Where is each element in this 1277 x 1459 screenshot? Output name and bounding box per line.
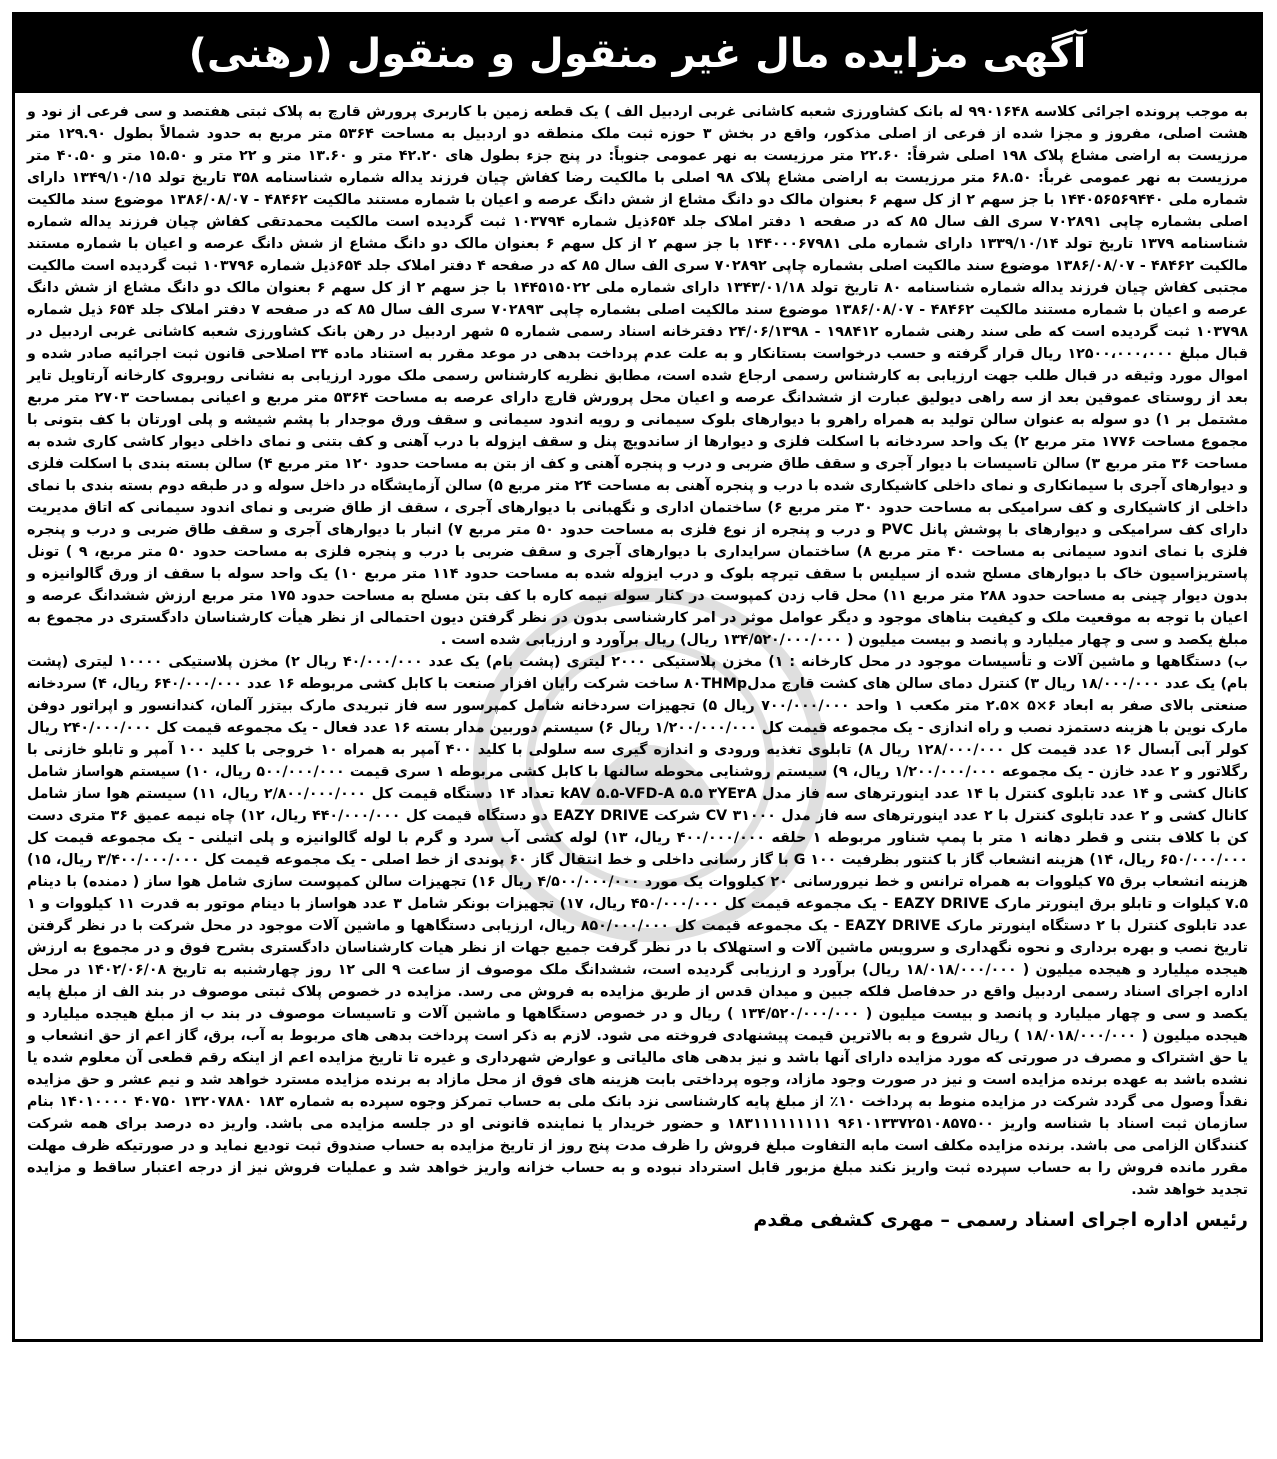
paragraph-equipment-and-terms: ب) دستگاهها و ماشین آلات و تأسیسات موجود در محل کارخانه : ۱) مخزن پلاستیکی ۲۰۰۰ لیتری (پشت بام) یک عدد ۴۰/۰۰۰/۰۰۰ ریال ۲) مخزن پلاستیکی ۱۰۰۰۰ لیتری (پشت بام) یک عدد ۱۸/۰۰۰/۰۰۰ ریال ۳) کنترل دمای سالن های کشت قارچ مدل۸۰THMp ساخت شرکت رایان افزار صنعت با کابل کشی مربوطه ۱۶ عدد ۶۴۰/۰۰۰/۰۰۰ ریال، ۴) سردخانه صنعتی بالای صفر به ابعاد ۶×۵ ×۲.۵ متر مکعب ۱ واحد ۷۰۰/۰۰۰/۰۰۰ ریال ۵) تجهیزات سردخانه شامل کمپرسور سه فاز تبریدی مارک بیتزر آلمان، کندانسور و اپراتور دوفن مارک نوین با هزینه دستمزد نصب و راه اندازی - یک مجموعه قیمت کل ۱/۲۰۰/۰۰۰/۰۰۰ ریال ۶) سیستم دوربین مدار بسته ۱۶ عدد فعال - یک مجموعه قیمت کل ۲۴۰/۰۰۰/۰۰۰ ریال کولر آبی آبسال ۱۶ عدد قیمت کل ۱۲۸/۰۰۰/۰۰۰ ریال ۸) تابلوی تغذیه ورودی و اندازه گیری سه سلولی با کلید ۴۰۰ آمپر به همراه ۱۰ خروجی با کلید ۱۰۰ آمپر و تابلو خازنی با رگلاتور و ۲ عدد خازن - یک مجموعه ۱/۲۰۰/۰۰۰/۰۰۰ ریال، ۹) سیستم روشنایی محوطه سالنها با کابل کشی مربوطه ۱ سری قیمت ۵۰۰/۰۰۰/۰۰۰ ریال، ۱۰) سیستم هواساز شامل کانال کشی و ۱۴ عدد تابلوی کنترل با ۱۴ عدد اینورترهای سه فاز مدل kAV ۵.۵-VFD-A ۵.۵ ۳YE۳A تعداد ۱۴ دستگاه قیمت کل ۲/۸۰۰/۰۰۰/۰۰۰ ریال، ۱۱) سیستم هوا ساز شامل کانال کشی و ۲ عدد تابلوی کنترل با ۲ عدد اینورترهای سه فاز مدل CV ۳۱۰۰۰ شرکت EAZY DRIVE دو دستگاه قیمت کل ۴۴۰/۰۰۰/۰۰۰ ریال، ۱۲) چاه نیمه عمیق ۳۶ متری دست کن با کلاف بتنی و قطر دهانه ۱ متر با پمپ شناور مربوطه ۱ حلقه ۴۰۰/۰۰۰/۰۰۰ ریال، ۱۳) لوله کشی آب سرد و گرم با لوله گالوانیزه و پلی اتیلنی - یک مجموعه قیمت کل ۶۵۰/۰۰۰/۰۰۰ ریال، ۱۴) هزینه انشعاب گاز با کنتور بظرفیت G ۱۰۰ با گاز رسانی داخلی و خط انتقال گاز ۶۰ پوندی از خط اصلی - یک مجموعه قیمت کل ۳/۴۰۰/۰۰۰/۰۰۰ ریال، ۱۵) هزینه انشعاب برق ۷۵ کیلووات به همراه ترانس و خط نیرورسانی ۲۰ کیلووات یک مورد ۴/۵۰۰/۰۰۰/۰۰۰ ریال ۱۶) تجهیزات سالن کمپوست سازی شامل هوا ساز ( دمنده) با دینام ۷.۵ کیلوات و تابلو برق اینورتر مارک EAZY DRIVE - یک مجموعه قیمت کل ۴۵۰/۰۰۰/۰۰۰ ریال، ۱۷) تجهیزات بونکر شامل ۳ عدد هواساز با دینام موتور به قدرت ۱۱ کیلووات و ۱ عدد تابلوی کنترل با ۲ دستگاه اینورتر مارک EAZY DRIVE - یک مجموعه قیمت کل ۸۵۰/۰۰۰/۰۰۰ ریال، ارزیابی دستگاهها و ماشین آلات موجود در محل شرکت با در نظر گرفتن تاریخ نصب و بهره برداری و نحوه نگهداری و سرویس ماشین آلات و استهلاک با در نظر گرفت جمیع جهات از نظر هیات کارشناسان دادگستری بشرح فوق و در مجموع به ارزش هیجده میلیارد و هیجده میلیون ( ۱۸/۰۱۸/۰۰۰/۰۰۰ ریال) برآورد و ارزیابی گردیده است، ششدانگ ملک موصوف از ساعت ۹ الی ۱۲ روز چهارشنبه به تاریخ ۱۴۰۲/۰۶/۰۸ در محل اداره اجرای اسناد رسمی اردبیل واقع در حدفاصل فلکه جبین و میدان قدس از طریق مزایده به فروش می رسد. مزایده در خصوص پلاک ثبتی موصوف در بند الف از مبلغ پایه یکصد و سی و چهار میلیارد و پانصد و بیست میلیون ( ۱۳۴/۵۲۰/۰۰۰/۰۰۰ ) ریال و در خصوص دستگاهها و ماشین آلات و تاسیسات موصوف در بند ب از مبلغ هیجده میلیارد و هیجده میلیون ( ۱۸/۰۱۸/۰۰۰/۰۰۰ ) ریال شروع و به بالاترین قیمت پیشنهادی فروخته می شود. لازم به ذکر است پرداخت بدهی های مربوط به آب، برق، گاز اعم از حق انشعاب و یا حق اشتراک و مصرف در صورتی که مورد مزایده دارای آنها باشد و نیز بدهی های مالیاتی و عوارض شهرداری و غیره تا تاریخ مزایده اعم از اینکه رقم قطعی آن معلوم شده یا نشده باشد به عهده برنده مزایده است و نیز در صورت وجود مازاد، وجوه پرداختی بابت هزینه های فوق از محل مازاد به برنده مزایده مسترد خواهد شد و نیم عشر و حق مزایده نقداً وصول می گردد شرکت در مزایده منوط به پرداخت ۱۰٪ از مبلغ پایه کارشناسی نزد بانک ملی به حساب تمرکز وجوه سپرده به شماره ۱۸۳ ۱۳۲۰۷۸۸۰ ۴۰۷۵۰ ۱۴۰۱۰۰۰۰ بنام سازمان ثبت اسناد با شناسه واریز ۹۶۱۰۱۳۳۷۲۵۱۰۸۵۷۵۰۰ ۱۸۳۱۱۱۱۱۱۱۱۱ و حضور خریدار یا نماینده قانونی او در جلسه مزایده می باشد. واریز ده درصد برای همه شرکت کنندگان الزامی می باشد. برنده مزایده مکلف است مابه التفاوت مبلغ فروش را ظرف مدت پنج روز از تاریخ مزایده به حساب صندوق ثبت تودیع نماید و در صورتیکه ظرف مهلت مقرر مانده فروش را به حساب سپرده ثبت واریز نکند مبلغ مزبور قابل استرداد نبوده و به حساب خزانه واریز خواهد شد و عملیات فروش نیز از درجه اعتبار ساقط و مزایده تجدید خواهد شد. xyxy=(27,654,1249,1198)
notice-title: آگهی مزایده مال غیر منقول و منقول (رهنی) xyxy=(188,31,1087,77)
notice-body xyxy=(15,93,1260,1201)
title-bar xyxy=(15,15,1260,93)
paragraph-property-description: به موجب پرونده اجرائی کلاسه ۹۹۰۱۶۴۸ له بانک کشاورزی شعبه کاشانی غربی اردبیل الف ) یک قطعه زمین با کاربری پرورش قارچ به پلاک ثبتی هفتصد و سی فرعی از نود و هشت اصلی، مفروز و مجزا شده از فرعی از اصلی مذکور، واقع در بخش ۳ حوزه ثبت ملک منطقه دو اردبیل به مساحت ۵۳۶۴ متر مربع به حدود شمالاً بطول ۱۲۹.۹۰ متر مرزیست به اراضی مشاع پلاک ۱۹۸ اصلی شرقاً: ۲۲.۶۰ متر مرزیست به نهر عمومی جنوباً: در پنج جزء بطول های ۴۲.۲۰ متر و ۱۳.۶۰ متر و ۲۲ متر و ۱۵.۵۰ متر و ۴۰.۵۰ متر مرزیست به نهر عمومی غرباً: ۶۸.۵۰ متر مرزیست به اراضی مشاع پلاک ۹۸ اصلی با مالکیت رضا کفاش چیان فرزند یداله شماره شناسنامه ۳۵۸ تاریخ تولد ۱۳۴۹/۱۰/۱۵ دارای شماره ملی ۱۴۴۰۵۶۵۶۹۴۴۰ با جز سهم ۲ از کل سهم ۶ بعنوان مالک دو دانگ مشاع از شش دانگ عرصه و اعیان با شماره مستند مالکیت ۴۸۴۶۲ - ۱۳۸۶/۰۸/۰۷ موضوع سند مالکیت اصلی بشماره چاپی ۷۰۲۸۹۱ سری الف سال ۸۵ که در صفحه ۱ دفتر املاک جلد ۶۵۴ذیل شماره ۱۰۳۷۹۴ ثبت گردیده است مالکیت محمدتقی کفاش چیان فرزند یداله شماره شناسنامه ۱۳۷۹ تاریخ تولد ۱۳۳۹/۱۰/۱۴ دارای شماره ملی ۱۴۴۰۰۰۶۷۹۸۱ با جز سهم ۲ از کل سهم ۶ بعنوان مالک دو دانگ مشاع از شش دانگ عرصه و اعیان با شماره مستند مالکیت ۴۸۴۶۲ - ۱۳۸۶/۰۸/۰۷ موضوع سند مالکیت اصلی بشماره چاپی ۷۰۲۸۹۲ سری الف سال ۸۵ که در صفحه ۴ دفتر املاک جلد ۶۵۴ذیل شماره ۱۰۳۷۹۶ ثبت گردیده است مالکیت مجتبی کفاش چیان فرزند یداله شماره شناسنامه ۸۰ تاریخ تولد ۱۳۴۳/۰۱/۱۸ دارای شماره ملی ۱۴۴۵۱۵۰۲۲ با جز سهم ۲ از کل سهم ۶ بعنوان مالک دو دانگ مشاع از شش دانگ عرصه و اعیان با شماره مستند مالکیت ۴۸۴۶۲ - ۱۳۸۶/۰۸/۰۷ موضوع سند مالکیت اصلی بشماره چاپی ۷۰۲۸۹۳ سری الف سال ۸۵ که در صفحه ۷ دفتر املاک جلد ۶۵۴ ذیل شماره ۱۰۳۷۹۸ ثبت گردیده است که طی سند رهنی شماره ۱۹۸۴۱۲ - ۲۴/۰۶/۱۳۹۸ دفترخانه اسناد رسمی شماره ۵ شهر اردبیل در رهن بانک کشاورزی شعبه کاشانی غربی اردبیل در قبال مبلغ ۱۲۵۰۰،۰۰۰،۰۰۰ ریال قرار گرفته و حسب درخواست بستانکار و به علت عدم پرداخت بدهی در موعد مقرر به استناد ماده ۳۴ اصلاحی قانون ثبت اجرائیه صادر شده و اموال مورد وثیقه در قبال طلب جهت ارزیابی به کارشناس رسمی ارجاع شده است، مطابق نظریه کارشناس رسمی ملک مورد ارزیابی به نشانی روبروی کارخانه آرتاویل تایر بعد از روستای عموقین بعد از سه راهی دیولیق عبارت از ششدانگ عرصه و اعیان محل پرورش قارچ دارای عرصه به مساحت ۵۳۶۴ متر مربع و اعیانی بمساحت ۲۷۰۳ متر مربع مشتمل بر ۱) دو سوله به عنوان سالن تولید به همراه راهرو با دیوارهای بلوک سیمانی و رویه اندود سیمانی و سقف ورق موجدار با پشم شیشه و پلی اورتان با کف بتونی با مجموع مساحت ۱۷۷۶ متر مربع ۲) یک واحد سردخانه با اسکلت فلزی و دیوارها از ساندویچ پنل و سقف ایزوله با درب آهنی و کف بتنی و نمای داخلی دیوار کاشی کاری شده به مساحت ۳۶ متر مربع ۳) سالن تاسیسات با دیوار آجری و سقف طاق ضربی و درب و پنجره آهنی و کف از بتن به مساحت حدود ۱۲۰ متر مربع ۴) سالن بسته بندی با اسکلت فلزی و دیوارهای آجری با سیمانکاری و نمای داخلی کاشیکاری شده با درب و پنجره آهنی به مساحت ۲۴ متر مربع ۵) سالن آزمایشگاه در داخل سوله و در طبقه دوم بسته بندی با نمای داخلی از کاشیکاری و کف سرامیکی به مساحت حدود ۳۰ متر مربع ۶) ساختمان اداری و نگهبانی با دیوارهای آجری ، سقف از طاق ضربی و نمای اندود سیمانی که اتاق مدیریت دارای کف سرامیکی و دیوارهای با پوشش پانل PVC و درب و پنجره از نوع فلزی به مساحت حدود ۵۰ متر مربع ۷) انبار با دیوارهای آجری و سقف طاق ضربی و درب و پنجره فلزی با نمای اندود سیمانی به مساحت ۴۰ متر مربع ۸) ساختمان سرایداری با دیوارهای آجری و سقف ضربی با درب و پنجره فلزی به مساحت حدود ۵۰ متر مربع، ۹ ) تونل پاستریزاسیون خاک با دیوارهای مسلح شده از سیلیس با سقف تیرچه بلوک و درب ایزوله شده به مساحت حدود ۱۱۴ متر مربع ۱۰) یک واحد سوله با سقف از ورق گالوانیزه و بدون دیوار چینی به مساحت حدود ۲۸۸ متر مربع ۱۱) محل قاب زدن کمپوست در کنار سوله نیمه کاره با کف بتن مسلح به مساحت حدود ۱۷۵ متر مربع ارزش ششدانگ عرصه و اعیان با توجه به موقعیت ملک و کیفیت بناهای موجود و دیگر عوامل موثر در امر کارشناسی بدون در نظر گرفتن دیون احتمالی از نظر هیأت کارشناسان دادگستری در مجموع به مبلغ یکصد و سی و چهار میلیارد و پانصد و بیست میلیون ( ۱۳۴/۵۲۰/۰۰۰/۰۰۰ ریال) ریال برآورد و ارزیابی شده است . xyxy=(27,104,1249,648)
signature-line: رئیس اداره اجرای اسناد رسمی – مهری کشفی مقدم xyxy=(753,1209,1248,1231)
auction-notice xyxy=(12,12,1263,1342)
